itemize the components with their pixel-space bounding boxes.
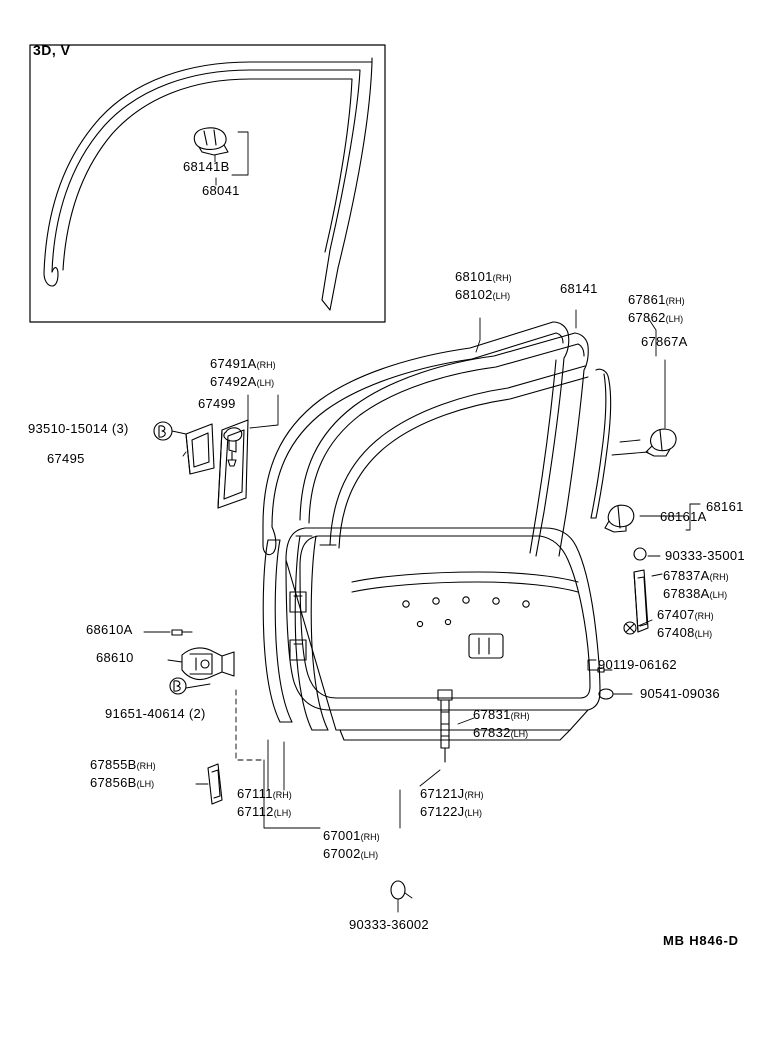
label-67492A [210, 375, 274, 390]
label-90541-09036-number: 90541-09036 [640, 686, 720, 701]
inset-title: 3D, V [33, 42, 71, 58]
label-67121J [420, 787, 483, 802]
label-67001 [323, 829, 380, 844]
label-91651-number: 91651-40614 [105, 706, 185, 721]
label-67112-suffix: (LH) [273, 808, 292, 818]
label-67831 [473, 708, 530, 723]
label-67867A-number: 67867A [641, 334, 688, 349]
label-67408-suffix: (LH) [694, 629, 713, 639]
label-67855B-suffix: (RH) [136, 761, 156, 771]
label-67832 [473, 726, 528, 741]
label-67002 [323, 847, 378, 862]
label-91651-suffix: (2) [188, 706, 206, 721]
label-67492A-suffix: (LH) [256, 378, 275, 388]
label-67491A-number: 67491A [210, 356, 257, 371]
label-67407 [657, 608, 714, 623]
label-67491A [210, 357, 276, 372]
label-68101-suffix: (RH) [492, 273, 512, 283]
label-67492A-number: 67492A [210, 374, 257, 389]
label-67838A [663, 587, 727, 602]
label-67495 [47, 452, 85, 466]
label-67122J-suffix: (LH) [464, 808, 482, 818]
label-68141-number: 68141 [560, 281, 598, 296]
label-68102 [455, 288, 510, 303]
label-67862 [628, 311, 683, 326]
label-67855B [90, 758, 156, 773]
label-67838A-number: 67838A [663, 586, 710, 601]
label-67495-number: 67495 [47, 451, 85, 466]
label-67001-number: 67001 [323, 828, 361, 843]
label-67112-number: 67112 [237, 804, 274, 819]
label-67408 [657, 626, 712, 641]
label-68161A-number: 68161A [660, 509, 707, 524]
label-68610-number: 68610 [96, 650, 134, 665]
label-67407-suffix: (RH) [694, 611, 714, 621]
label-93510-suffix: (3) [111, 421, 129, 436]
label-68161A [660, 510, 707, 524]
label-68610A [86, 623, 133, 637]
label-93510-number: 93510-15014 [28, 421, 108, 436]
label-67122J-number: 67122J [420, 804, 465, 819]
label-68161 [706, 500, 744, 514]
label-67832-number: 67832 [473, 725, 511, 740]
label-67856B-number: 67856B [90, 775, 137, 790]
label-67856B-suffix: (LH) [136, 779, 155, 789]
label-68041: 68041 [202, 183, 240, 198]
label-67831-number: 67831 [473, 707, 511, 722]
label-67861-suffix: (RH) [665, 296, 685, 306]
label-90119-06162 [598, 658, 677, 672]
label-67121J-suffix: (RH) [464, 790, 484, 800]
label-90119-06162-number: 90119-06162 [598, 657, 677, 672]
label-67111-number: 67111 [237, 786, 273, 801]
label-68101-number: 68101 [455, 269, 493, 284]
label-67122J [420, 805, 482, 820]
figure-footer-code: MB H846-D [663, 933, 739, 948]
label-67861-number: 67861 [628, 292, 666, 307]
label-67838A-suffix: (LH) [709, 590, 728, 600]
label-68102-suffix: (LH) [492, 291, 511, 301]
label-90333-35001-number: 90333-35001 [665, 548, 745, 563]
label-67499 [198, 397, 236, 411]
label-68610A-number: 68610A [86, 622, 133, 637]
label-67831-suffix: (RH) [510, 711, 530, 721]
label-67002-suffix: (LH) [360, 850, 379, 860]
label-67001-suffix: (RH) [360, 832, 380, 842]
label-67837A-number: 67837A [663, 568, 710, 583]
label-67121J-number: 67121J [420, 786, 465, 801]
label-67111-suffix: (RH) [272, 790, 292, 800]
label-67491A-suffix: (RH) [256, 360, 276, 370]
label-67832-suffix: (LH) [510, 729, 529, 739]
label-67856B [90, 776, 154, 791]
label-67407-number: 67407 [657, 607, 695, 622]
label-90333-36002 [349, 918, 429, 932]
label-67002-number: 67002 [323, 846, 361, 861]
label-67499-number: 67499 [198, 396, 236, 411]
label-68102-number: 68102 [455, 287, 493, 302]
label-67862-suffix: (LH) [665, 314, 684, 324]
label-91651-40614 [105, 707, 206, 721]
label-90333-36002-number: 90333-36002 [349, 917, 429, 932]
label-67861 [628, 293, 685, 308]
label-67837A [663, 569, 729, 584]
label-93510-15014 [28, 422, 129, 436]
label-67862-number: 67862 [628, 310, 666, 325]
label-67837A-suffix: (RH) [709, 572, 729, 582]
label-68161-number: 68161 [706, 499, 744, 514]
label-67408-number: 67408 [657, 625, 695, 640]
label-68141 [560, 282, 598, 296]
label-67855B-number: 67855B [90, 757, 137, 772]
label-90333-35001 [665, 549, 745, 563]
label-68101 [455, 270, 512, 285]
label-67111 [237, 787, 292, 802]
label-68610 [96, 651, 134, 665]
label-68141B: 68141B [183, 159, 230, 174]
label-67867A [641, 335, 688, 349]
label-90541-09036 [640, 687, 720, 701]
label-67112 [237, 805, 291, 820]
